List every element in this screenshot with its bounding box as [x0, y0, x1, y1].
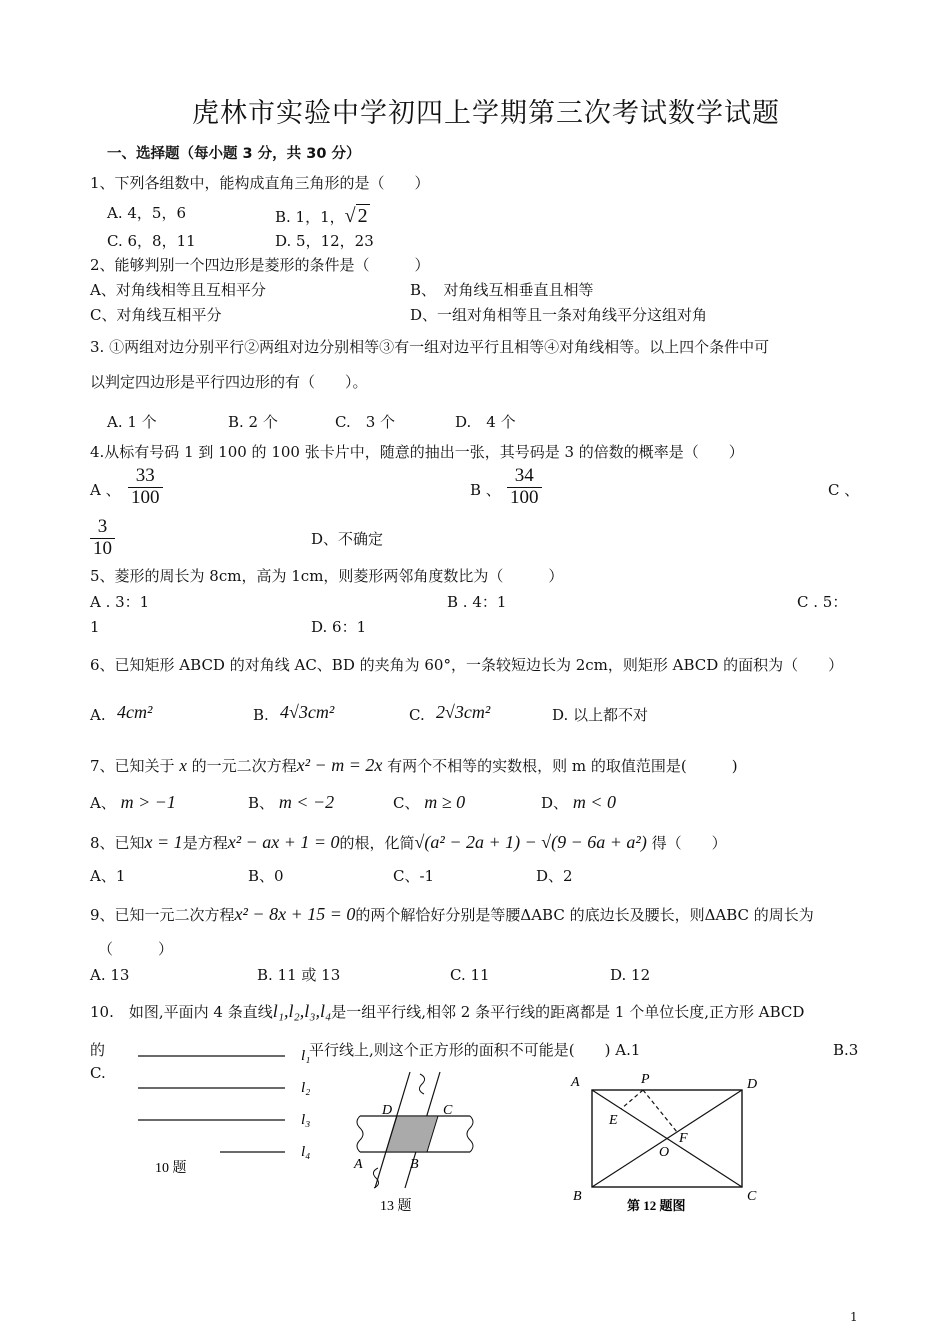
q9-option-d: D. 12	[610, 966, 651, 984]
q4-option-d: D、不确定	[311, 530, 384, 548]
q9-stem-line2: （ ）	[98, 940, 174, 958]
q8-option-c: C、-1	[393, 867, 435, 885]
label-d: D	[382, 1103, 393, 1118]
q3-option-a: A. 1 个	[107, 413, 157, 431]
q1-option-b: B. 1，1，√ 2	[275, 205, 368, 227]
page-title: 虎林市实验中学初四上学期第三次考试数学试题	[192, 98, 780, 129]
q9-equation: x² − 8x + 15 = 0	[234, 904, 356, 924]
q7-option-b-math: m < −2	[278, 792, 335, 812]
label-a: A	[571, 1075, 580, 1090]
q8-condition: x = 1	[144, 832, 183, 852]
q7-stem-post: 有两个不相等的实数根，则 m 的取值范围是( )	[387, 757, 738, 775]
label-l1: l₁	[301, 1048, 311, 1064]
label-l4: l₄	[301, 1144, 311, 1160]
q7-option-a	[90, 792, 176, 814]
q10-lines: l₁,l₂,l₃,l₄	[272, 1001, 332, 1021]
q10-option-b: B.3	[833, 1041, 859, 1059]
q7-option-d-math: m < 0	[572, 792, 616, 812]
figure-10-parallel-lines	[130, 1038, 320, 1178]
label-d: D	[747, 1077, 758, 1092]
q6-option-b-math: 4√3cm²	[280, 702, 335, 722]
q2-option-d: D、一组对角相等且一条对角线平分这组对角	[410, 306, 708, 324]
q3-option-c: C. 3 个	[335, 413, 396, 431]
q5-option-a: A . 3：1	[90, 593, 150, 611]
q6-option-a-math: 4cm²	[117, 702, 153, 722]
q4-option-b-denominator: 100	[510, 486, 539, 508]
q7-option-c	[393, 792, 465, 814]
q7-stem	[90, 755, 738, 777]
q4-option-c-numerator: 3	[90, 517, 115, 539]
q4-option-a-label: A 、	[90, 481, 121, 499]
q3-stem-line1: 3. ①两组对边分别平行②两组对边分别相等③有一组对边平行且相等④对角线相等。以上四个条件中可	[90, 338, 770, 356]
q10-stem-post: 是一组平行线,相邻 2 条平行线的距离都是 1 个单位长度,正方形 ABCD	[331, 1003, 805, 1021]
page-number: 1	[850, 1310, 858, 1324]
q4-option-b-numerator: 34	[507, 466, 542, 488]
q4-option-a-numerator: 33	[128, 466, 163, 488]
q6-option-d: D. 以上都不对	[552, 706, 649, 724]
q2-option-a: A、对角线相等且互相平分	[90, 281, 266, 299]
q1-option-b-text: B. 1，1，	[275, 208, 345, 226]
q7-option-b	[248, 792, 334, 814]
label-l2: l₂	[301, 1080, 311, 1096]
q1-option-a: A. 4，5，6	[107, 204, 186, 222]
label-a: A	[354, 1157, 363, 1172]
q3-stem-line2: 以判定四边形是平行四边形的有（ ）。	[90, 373, 368, 391]
q8-option-a: A、1	[90, 867, 126, 885]
q7-equation: x² − m = 2x	[296, 755, 383, 775]
q2-option-b: B、 对角线互相垂直且相等	[410, 281, 594, 299]
q7-stem-mid: 的一元二次方程	[191, 757, 297, 775]
q7-stem-pre: 7、已知关于	[90, 757, 175, 775]
figure-12-caption: 第 12 题图	[627, 1198, 686, 1213]
label-l3: l₃	[301, 1112, 311, 1128]
q9-stem	[90, 904, 814, 926]
figure-12-rectangle	[565, 1068, 770, 1218]
q6-stem: 6、已知矩形 ABCD 的对角线 AC、BD 的夹角为 60°，一条较短边长为 2cm，则矩形 ABCD 的面积为（ ）	[90, 656, 844, 674]
q8-stem	[90, 832, 727, 854]
q6-option-c-math: 2√3cm²	[436, 702, 491, 722]
label-c: C	[443, 1103, 453, 1118]
q4-stem: 4.从标有号码 1 到 100 的 100 张卡片中，随意的抽出一张，其号码是 3 的倍数的概率是（ ）	[90, 443, 744, 461]
q6-option-b-label: B.	[253, 706, 269, 724]
q2-option-c: C、对角线互相平分	[90, 306, 222, 324]
figure-13-caption: 13 题	[380, 1199, 412, 1214]
q5-option-b: B . 4：1	[447, 593, 507, 611]
q4-option-a-fraction	[128, 466, 163, 509]
q10-line2-post: 平行线上,则这个正方形的面积不可能是( ) A.1	[309, 1041, 641, 1059]
label-p: P	[641, 1072, 650, 1087]
q6-option-a-label: A.	[90, 706, 106, 724]
break-mark-top	[419, 1074, 424, 1094]
q1-option-c: C. 6，8，11	[107, 232, 196, 250]
q5-option-c-continued: 1	[90, 618, 100, 636]
q2-stem: 2、能够判别一个四边形是菱形的条件是（ ）	[90, 256, 430, 274]
label-b: B	[410, 1157, 419, 1172]
figure-10-caption: 10 题	[155, 1161, 187, 1176]
q3-option-d: D. 4 个	[455, 413, 516, 431]
q8-stem-mid: 是方程	[182, 834, 228, 852]
q4-option-b-fraction	[507, 466, 542, 509]
q8-expression: √(a² − 2a + 1) − √(9 − 6a + a²)	[414, 832, 647, 852]
q8-stem-post: 得（ ）	[651, 834, 727, 852]
q9-stem-post: 的两个解恰好分别是等腰ΔABC 的底边长及腰长，则ΔABC 的周长为	[355, 906, 814, 924]
q8-option-d: D、2	[536, 867, 573, 885]
q3-option-b: B. 2 个	[228, 413, 278, 431]
q8-stem-mid2: 的根，化简	[339, 834, 415, 852]
label-o: O	[659, 1145, 670, 1160]
section-heading: 一、选择题（每小题 3 分，共 30 分）	[107, 146, 361, 162]
break-mark-right	[467, 1116, 473, 1152]
q7-option-b-label: B、	[248, 794, 275, 812]
q7-option-a-math: m > −1	[120, 792, 176, 812]
q9-stem-pre: 9、已知一元二次方程	[90, 906, 235, 924]
q4-option-c-fraction	[90, 517, 115, 560]
q4-option-b-label: B 、	[470, 481, 501, 499]
q6-option-c-label: C.	[409, 706, 425, 724]
q4-option-a-denominator: 100	[131, 486, 160, 508]
shaded-region	[386, 1116, 438, 1152]
q9-option-c: C. 11	[450, 966, 490, 984]
label-b: B	[573, 1189, 582, 1204]
q9-option-a: A. 13	[90, 966, 130, 984]
q7-option-d	[541, 792, 616, 814]
label-e: E	[609, 1113, 618, 1128]
q1-stem: 1、下列各组数中，能构成直角三角形的是（ ）	[90, 174, 430, 192]
q7-option-a-label: A、	[90, 794, 116, 812]
label-f: F	[679, 1131, 688, 1146]
q1-option-b-radicand: 2	[357, 205, 368, 227]
break-mark-left	[357, 1116, 363, 1152]
q4-option-c-denominator: 10	[93, 537, 112, 559]
q10-option-c: C.	[90, 1064, 106, 1082]
q8-option-b: B、0	[248, 867, 284, 885]
q5-option-c: C . 5：	[797, 593, 848, 611]
q7-option-c-math: m ≥ 0	[424, 792, 466, 812]
q10-stem	[90, 1001, 804, 1023]
q8-stem-pre: 8、已知	[90, 834, 145, 852]
q8-equation: x² − ax + 1 = 0	[227, 832, 340, 852]
q5-stem: 5、菱形的周长为 8cm，高为 1cm，则菱形两邻角度数比为（ ）	[90, 567, 564, 585]
q7-variable: x	[179, 756, 187, 775]
q7-option-c-label: C、	[393, 794, 420, 812]
q9-option-b: B. 11 或 13	[257, 966, 341, 984]
q1-option-d: D. 5，12，23	[275, 232, 374, 250]
perpendicular-pe	[621, 1090, 643, 1109]
q4-option-c-label: C 、	[828, 481, 860, 499]
figure-13-parallelogram	[340, 1068, 480, 1218]
q7-option-d-label: D、	[541, 794, 569, 812]
q5-option-d: D. 6：1	[311, 618, 367, 636]
label-c: C	[747, 1189, 757, 1204]
q10-line2-pre: 的	[90, 1041, 106, 1059]
q10-stem-pre: 10. 如图,平面内 4 条直线	[90, 1003, 273, 1021]
